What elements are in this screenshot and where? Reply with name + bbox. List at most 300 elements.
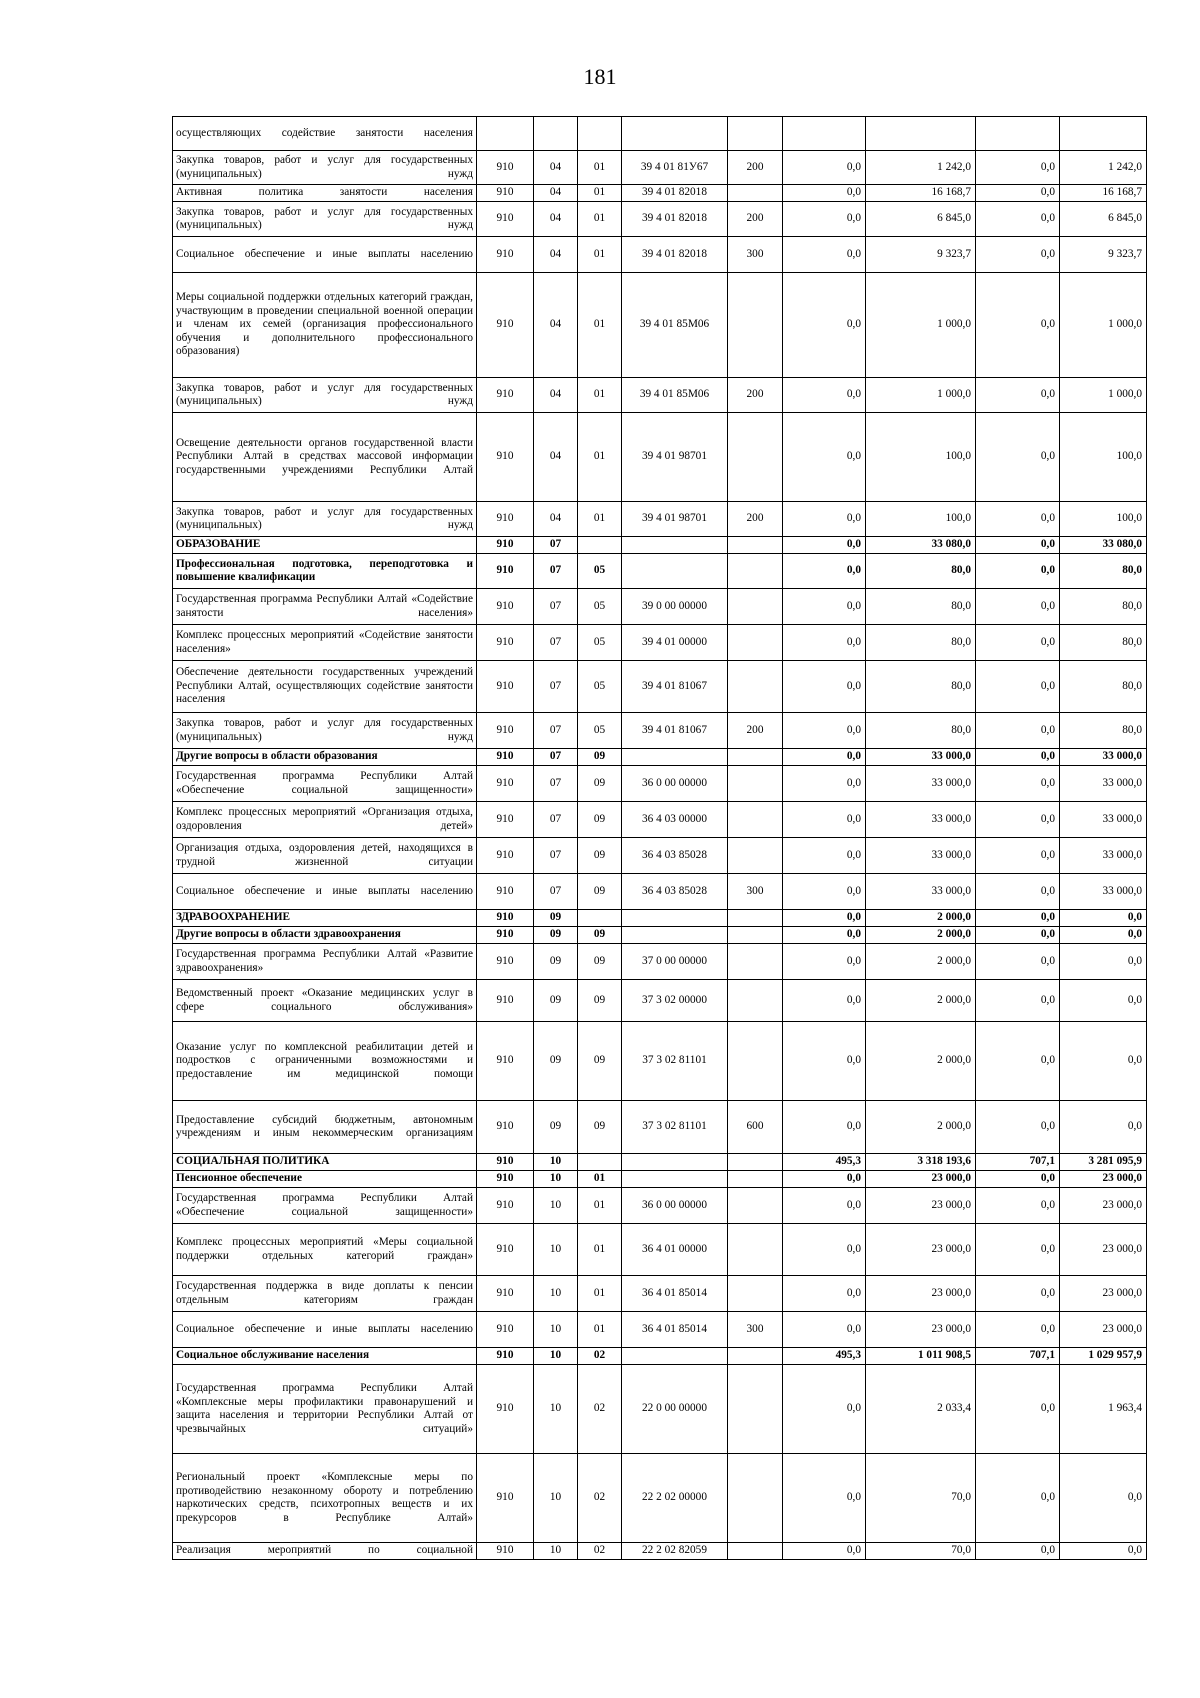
- row-value-1: 0,0: [783, 589, 866, 625]
- row-value-1: 0,0: [783, 1276, 866, 1312]
- row-subsection-code: 05: [578, 661, 622, 713]
- row-value-3: 0,0: [976, 413, 1060, 502]
- row-value-3: 707,1: [976, 1154, 1060, 1171]
- row-name: Государственная программа Республики Алтай «Развитие здравоохранения»: [173, 944, 477, 980]
- row-value-3: 0,0: [976, 927, 1060, 944]
- table-row: [173, 944, 1147, 980]
- row-value-4: 0,0: [1060, 927, 1147, 944]
- row-value-3: 0,0: [976, 838, 1060, 874]
- row-subsection-code: 01: [578, 1276, 622, 1312]
- row-value-2: 1 000,0: [866, 273, 976, 378]
- row-value-3: 0,0: [976, 554, 1060, 589]
- row-subsection-code: 09: [578, 749, 622, 766]
- row-subsection-code: 01: [578, 237, 622, 273]
- table-row: [173, 1224, 1147, 1276]
- row-subsection-code: 02: [578, 1348, 622, 1365]
- row-value-4: 1 963,4: [1060, 1365, 1147, 1454]
- row-section-code: 07: [534, 589, 578, 625]
- row-value-4: 100,0: [1060, 413, 1147, 502]
- row-value-4: 0,0: [1060, 944, 1147, 980]
- row-value-4: 3 281 095,9: [1060, 1154, 1147, 1171]
- row-value-2: 33 080,0: [866, 537, 976, 554]
- row-value-4: 1 000,0: [1060, 378, 1147, 413]
- row-value-2: 33 000,0: [866, 749, 976, 766]
- row-expense-type: [728, 1171, 783, 1188]
- row-value-1: 0,0: [783, 944, 866, 980]
- row-value-3: 0,0: [976, 1276, 1060, 1312]
- row-expense-type: [728, 980, 783, 1022]
- table-row: [173, 1454, 1147, 1543]
- row-value-4: 80,0: [1060, 661, 1147, 713]
- row-value-1: [783, 117, 866, 151]
- row-value-3: 0,0: [976, 1312, 1060, 1348]
- row-value-4: 80,0: [1060, 713, 1147, 749]
- table-row: [173, 378, 1147, 413]
- row-value-2: 80,0: [866, 625, 976, 661]
- row-section-code: 10: [534, 1276, 578, 1312]
- row-expense-type: 200: [728, 502, 783, 537]
- row-value-2: 2 000,0: [866, 927, 976, 944]
- row-expense-type: [728, 1348, 783, 1365]
- row-expense-type: [728, 944, 783, 980]
- row-ved-code: 910: [477, 625, 534, 661]
- row-subsection-code: 09: [578, 802, 622, 838]
- row-expense-type: [728, 661, 783, 713]
- row-name: Пенсионное обеспечение: [173, 1171, 477, 1188]
- row-section-code: 07: [534, 554, 578, 589]
- row-value-2: 23 000,0: [866, 1171, 976, 1188]
- row-subsection-code: 09: [578, 1022, 622, 1101]
- row-subsection-code: 01: [578, 1188, 622, 1224]
- row-target-article: 39 4 01 85М06: [622, 273, 728, 378]
- row-ved-code: 910: [477, 1022, 534, 1101]
- row-subsection-code: 05: [578, 589, 622, 625]
- row-subsection-code: 09: [578, 980, 622, 1022]
- row-value-2: 80,0: [866, 554, 976, 589]
- row-ved-code: 910: [477, 1224, 534, 1276]
- row-target-article: 39 4 01 81067: [622, 661, 728, 713]
- row-value-1: 0,0: [783, 874, 866, 910]
- row-subsection-code: 01: [578, 202, 622, 237]
- row-section-code: 07: [534, 713, 578, 749]
- row-expense-type: [728, 1154, 783, 1171]
- row-section-code: 09: [534, 1022, 578, 1101]
- row-target-article: 39 4 01 82018: [622, 237, 728, 273]
- row-value-2: 33 000,0: [866, 802, 976, 838]
- row-target-article: 36 4 03 00000: [622, 802, 728, 838]
- row-value-4: 80,0: [1060, 589, 1147, 625]
- row-ved-code: 910: [477, 151, 534, 185]
- row-expense-type: [728, 1022, 783, 1101]
- table-row: [173, 1171, 1147, 1188]
- row-value-4: 9 323,7: [1060, 237, 1147, 273]
- row-section-code: 09: [534, 927, 578, 944]
- row-value-3: 0,0: [976, 151, 1060, 185]
- row-subsection-code: 01: [578, 1224, 622, 1276]
- row-section-code: 04: [534, 185, 578, 202]
- row-value-1: 0,0: [783, 749, 866, 766]
- table-row: [173, 838, 1147, 874]
- row-section-code: 04: [534, 378, 578, 413]
- row-name: Закупка товаров, работ и услуг для государственных (муниципальных) нужд: [173, 202, 477, 237]
- row-value-2: 33 000,0: [866, 766, 976, 802]
- row-subsection-code: 01: [578, 1171, 622, 1188]
- row-expense-type: 200: [728, 378, 783, 413]
- row-value-2: 1 242,0: [866, 151, 976, 185]
- row-target-article: 39 4 01 98701: [622, 502, 728, 537]
- row-name: Государственная программа Республики Алтай «Обеспечение социальной защищенности»: [173, 1188, 477, 1224]
- row-value-2: 33 000,0: [866, 838, 976, 874]
- row-name: осуществляющих содействие занятости населения: [173, 117, 477, 151]
- row-target-article: [622, 749, 728, 766]
- table-row: [173, 661, 1147, 713]
- row-value-2: [866, 117, 976, 151]
- row-value-2: 16 168,7: [866, 185, 976, 202]
- row-value-4: 33 080,0: [1060, 537, 1147, 554]
- row-value-1: 0,0: [783, 980, 866, 1022]
- row-target-article: 22 0 00 00000: [622, 1365, 728, 1454]
- table-row: [173, 1101, 1147, 1154]
- row-expense-type: [728, 589, 783, 625]
- row-value-2: 6 845,0: [866, 202, 976, 237]
- row-value-1: 495,3: [783, 1348, 866, 1365]
- row-section-code: 04: [534, 273, 578, 378]
- row-value-2: 2 000,0: [866, 1101, 976, 1154]
- row-section-code: 07: [534, 766, 578, 802]
- row-ved-code: 910: [477, 554, 534, 589]
- table-row: [173, 1276, 1147, 1312]
- row-value-1: 0,0: [783, 554, 866, 589]
- table-row: [173, 625, 1147, 661]
- row-section-code: 09: [534, 1101, 578, 1154]
- row-expense-type: [728, 766, 783, 802]
- row-section-code: 04: [534, 413, 578, 502]
- row-value-4: 100,0: [1060, 502, 1147, 537]
- row-name: Освещение деятельности органов государственной власти Республики Алтай в средствах массовой информации государственными учреждениями Республики Алтай: [173, 413, 477, 502]
- row-value-3: 0,0: [976, 1188, 1060, 1224]
- row-value-2: 33 000,0: [866, 874, 976, 910]
- row-subsection-code: 09: [578, 874, 622, 910]
- row-value-1: 0,0: [783, 625, 866, 661]
- row-value-2: 23 000,0: [866, 1188, 976, 1224]
- row-value-2: 23 000,0: [866, 1276, 976, 1312]
- row-name: Государственная поддержка в виде доплаты к пенсии отдельным категориям граждан: [173, 1276, 477, 1312]
- row-expense-type: [728, 1188, 783, 1224]
- row-expense-type: [728, 749, 783, 766]
- row-value-1: 0,0: [783, 1224, 866, 1276]
- table-row: [173, 766, 1147, 802]
- row-subsection-code: 05: [578, 713, 622, 749]
- budget-table: [172, 116, 1147, 1560]
- table-row: [173, 749, 1147, 766]
- row-section-code: 10: [534, 1224, 578, 1276]
- row-expense-type: 600: [728, 1101, 783, 1154]
- row-value-4: 23 000,0: [1060, 1276, 1147, 1312]
- row-ved-code: 910: [477, 1276, 534, 1312]
- row-section-code: 07: [534, 625, 578, 661]
- row-name: Социальное обеспечение и иные выплаты населению: [173, 1312, 477, 1348]
- row-name: Государственная программа Республики Алтай «Содействие занятости населения»: [173, 589, 477, 625]
- row-subsection-code: 05: [578, 625, 622, 661]
- table-row: [173, 1543, 1147, 1560]
- row-section-code: 04: [534, 202, 578, 237]
- row-value-4: 80,0: [1060, 625, 1147, 661]
- row-value-2: 2 033,4: [866, 1365, 976, 1454]
- table-row: [173, 413, 1147, 502]
- row-section-code: 10: [534, 1348, 578, 1365]
- row-target-article: 39 4 01 98701: [622, 413, 728, 502]
- row-name: Реализация мероприятий по социальной: [173, 1543, 477, 1560]
- row-section-code: 09: [534, 944, 578, 980]
- row-value-3: 0,0: [976, 910, 1060, 927]
- row-section-code: 07: [534, 749, 578, 766]
- row-value-1: 0,0: [783, 802, 866, 838]
- table-row: [173, 151, 1147, 185]
- table-row: [173, 554, 1147, 589]
- row-target-article: 39 4 01 85М06: [622, 378, 728, 413]
- row-target-article: [622, 927, 728, 944]
- row-ved-code: [477, 117, 534, 151]
- row-ved-code: 910: [477, 874, 534, 910]
- row-value-1: 0,0: [783, 713, 866, 749]
- row-value-3: 0,0: [976, 237, 1060, 273]
- row-ved-code: 910: [477, 1101, 534, 1154]
- row-value-1: 0,0: [783, 927, 866, 944]
- row-value-3: 0,0: [976, 1022, 1060, 1101]
- row-expense-type: [728, 1276, 783, 1312]
- row-subsection-code: 09: [578, 944, 622, 980]
- table-row: [173, 1312, 1147, 1348]
- row-target-article: [622, 554, 728, 589]
- row-value-1: 495,3: [783, 1154, 866, 1171]
- row-value-1: 0,0: [783, 1188, 866, 1224]
- row-name: Закупка товаров, работ и услуг для государственных (муниципальных) нужд: [173, 502, 477, 537]
- row-ved-code: 910: [477, 537, 534, 554]
- row-subsection-code: 01: [578, 1312, 622, 1348]
- row-value-4: 0,0: [1060, 980, 1147, 1022]
- row-target-article: 37 0 00 00000: [622, 944, 728, 980]
- row-value-3: 0,0: [976, 625, 1060, 661]
- row-name: Ведомственный проект «Оказание медицинских услуг в сфере социального обслуживания»: [173, 980, 477, 1022]
- row-target-article: [622, 1154, 728, 1171]
- row-target-article: 36 4 01 85014: [622, 1276, 728, 1312]
- row-name: Закупка товаров, работ и услуг для государственных (муниципальных) нужд: [173, 151, 477, 185]
- row-target-article: 22 2 02 00000: [622, 1454, 728, 1543]
- row-ved-code: 910: [477, 1188, 534, 1224]
- row-value-3: 0,0: [976, 589, 1060, 625]
- row-target-article: 39 4 01 81067: [622, 713, 728, 749]
- row-target-article: [622, 537, 728, 554]
- row-value-4: 0,0: [1060, 1022, 1147, 1101]
- row-expense-type: [728, 1365, 783, 1454]
- row-target-article: 39 0 00 00000: [622, 589, 728, 625]
- table-row: [173, 273, 1147, 378]
- table-row: [173, 980, 1147, 1022]
- row-value-4: 6 845,0: [1060, 202, 1147, 237]
- row-value-3: 0,0: [976, 537, 1060, 554]
- table-row: [173, 874, 1147, 910]
- row-subsection-code: 09: [578, 838, 622, 874]
- row-value-2: 1 011 908,5: [866, 1348, 976, 1365]
- row-value-4: 33 000,0: [1060, 802, 1147, 838]
- row-target-article: [622, 1348, 728, 1365]
- row-subsection-code: 01: [578, 151, 622, 185]
- row-value-4: 23 000,0: [1060, 1224, 1147, 1276]
- row-ved-code: 910: [477, 944, 534, 980]
- table-row: [173, 502, 1147, 537]
- row-value-1: 0,0: [783, 1365, 866, 1454]
- row-ved-code: 910: [477, 1543, 534, 1560]
- row-subsection-code: 02: [578, 1365, 622, 1454]
- row-value-4: 0,0: [1060, 1101, 1147, 1154]
- row-section-code: 10: [534, 1312, 578, 1348]
- table-row: [173, 1348, 1147, 1365]
- row-value-4: 16 168,7: [1060, 185, 1147, 202]
- row-value-1: 0,0: [783, 766, 866, 802]
- row-value-1: 0,0: [783, 537, 866, 554]
- row-section-code: 04: [534, 151, 578, 185]
- row-value-3: 0,0: [976, 1454, 1060, 1543]
- row-target-article: 36 0 00 00000: [622, 766, 728, 802]
- row-name: Другие вопросы в области образования: [173, 749, 477, 766]
- row-target-article: [622, 117, 728, 151]
- row-name: ОБРАЗОВАНИЕ: [173, 537, 477, 554]
- row-expense-type: [728, 537, 783, 554]
- row-value-1: 0,0: [783, 661, 866, 713]
- row-name: Комплекс процессных мероприятий «Организация отдыха, оздоровления детей»: [173, 802, 477, 838]
- row-name: Государственная программа Республики Алтай «Обеспечение социальной защищенности»: [173, 766, 477, 802]
- row-ved-code: 910: [477, 1348, 534, 1365]
- row-subsection-code: 05: [578, 554, 622, 589]
- row-name: Региональный проект «Комплексные меры по противодействию незаконному обороту и потреблению наркотических средств, психотропных веществ и их прекурсоров в Республике Алтай»: [173, 1454, 477, 1543]
- row-expense-type: [728, 185, 783, 202]
- table-row: [173, 589, 1147, 625]
- row-value-3: 0,0: [976, 766, 1060, 802]
- row-name: Организация отдыха, оздоровления детей, находящихся в трудной жизненной ситуации: [173, 838, 477, 874]
- row-expense-type: [728, 910, 783, 927]
- row-value-4: 23 000,0: [1060, 1171, 1147, 1188]
- table-row: [173, 1365, 1147, 1454]
- row-value-3: 0,0: [976, 1101, 1060, 1154]
- row-subsection-code: 09: [578, 1101, 622, 1154]
- row-value-1: 0,0: [783, 838, 866, 874]
- row-ved-code: 910: [477, 910, 534, 927]
- row-value-2: 70,0: [866, 1454, 976, 1543]
- row-expense-type: [728, 927, 783, 944]
- row-ved-code: 910: [477, 589, 534, 625]
- row-value-1: 0,0: [783, 1543, 866, 1560]
- row-value-3: 0,0: [976, 713, 1060, 749]
- row-expense-type: [728, 117, 783, 151]
- row-value-3: 0,0: [976, 1365, 1060, 1454]
- row-subsection-code: [578, 117, 622, 151]
- row-value-3: 0,0: [976, 1224, 1060, 1276]
- row-ved-code: 910: [477, 273, 534, 378]
- table-row: [173, 1154, 1147, 1171]
- row-section-code: 07: [534, 537, 578, 554]
- row-name: Предоставление субсидий бюджетным, автономным учреждениям и иным некоммерческим организациям: [173, 1101, 477, 1154]
- row-ved-code: 910: [477, 766, 534, 802]
- row-value-3: 0,0: [976, 749, 1060, 766]
- row-subsection-code: [578, 910, 622, 927]
- row-section-code: 10: [534, 1543, 578, 1560]
- row-ved-code: 910: [477, 202, 534, 237]
- row-expense-type: [728, 838, 783, 874]
- row-subsection-code: 01: [578, 378, 622, 413]
- row-value-4: 33 000,0: [1060, 749, 1147, 766]
- row-value-1: 0,0: [783, 1022, 866, 1101]
- row-section-code: 10: [534, 1171, 578, 1188]
- row-name: СОЦИАЛЬНАЯ ПОЛИТИКА: [173, 1154, 477, 1171]
- row-value-3: 0,0: [976, 980, 1060, 1022]
- row-section-code: 07: [534, 661, 578, 713]
- row-ved-code: 910: [477, 1312, 534, 1348]
- row-section-code: 09: [534, 910, 578, 927]
- row-value-4: 1 000,0: [1060, 273, 1147, 378]
- row-value-3: [976, 117, 1060, 151]
- page-number: 181: [583, 64, 617, 89]
- row-target-article: [622, 1171, 728, 1188]
- row-subsection-code: [578, 1154, 622, 1171]
- row-value-3: 0,0: [976, 802, 1060, 838]
- row-section-code: 10: [534, 1365, 578, 1454]
- row-expense-type: 200: [728, 713, 783, 749]
- row-value-3: 0,0: [976, 273, 1060, 378]
- row-ved-code: 910: [477, 980, 534, 1022]
- table-row: [173, 537, 1147, 554]
- row-name: Государственная программа Республики Алтай «Комплексные меры профилактики правонарушений и защита населения и территории Республики Алтай от чрезвычайных ситуаций»: [173, 1365, 477, 1454]
- row-target-article: [622, 910, 728, 927]
- row-expense-type: [728, 1543, 783, 1560]
- row-section-code: 04: [534, 502, 578, 537]
- table-row: [173, 802, 1147, 838]
- table-row: [173, 237, 1147, 273]
- row-expense-type: 200: [728, 151, 783, 185]
- row-name: Закупка товаров, работ и услуг для государственных (муниципальных) нужд: [173, 713, 477, 749]
- row-subsection-code: 01: [578, 185, 622, 202]
- row-name: Социальное обеспечение и иные выплаты населению: [173, 874, 477, 910]
- table-row: [173, 927, 1147, 944]
- row-value-3: 0,0: [976, 502, 1060, 537]
- table-row: [173, 185, 1147, 202]
- row-value-4: 1 242,0: [1060, 151, 1147, 185]
- row-value-4: 23 000,0: [1060, 1188, 1147, 1224]
- row-value-1: 0,0: [783, 1312, 866, 1348]
- row-target-article: 22 2 02 82059: [622, 1543, 728, 1560]
- row-subsection-code: 02: [578, 1454, 622, 1543]
- row-subsection-code: 09: [578, 766, 622, 802]
- row-ved-code: 910: [477, 378, 534, 413]
- row-name: Обеспечение деятельности государственных учреждений Республики Алтай, осуществляющих содействие занятости населения: [173, 661, 477, 713]
- row-value-2: 80,0: [866, 589, 976, 625]
- row-expense-type: [728, 273, 783, 378]
- row-value-4: 33 000,0: [1060, 838, 1147, 874]
- row-value-1: 0,0: [783, 202, 866, 237]
- row-value-2: 2 000,0: [866, 944, 976, 980]
- row-value-2: 3 318 193,6: [866, 1154, 976, 1171]
- row-ved-code: 910: [477, 713, 534, 749]
- row-value-2: 9 323,7: [866, 237, 976, 273]
- row-value-3: 0,0: [976, 1543, 1060, 1560]
- table-row: [173, 117, 1147, 151]
- row-ved-code: 910: [477, 1365, 534, 1454]
- row-section-code: 10: [534, 1188, 578, 1224]
- row-target-article: 39 4 01 82018: [622, 185, 728, 202]
- row-ved-code: 910: [477, 1154, 534, 1171]
- row-expense-type: [728, 625, 783, 661]
- row-value-2: 100,0: [866, 413, 976, 502]
- row-expense-type: [728, 1224, 783, 1276]
